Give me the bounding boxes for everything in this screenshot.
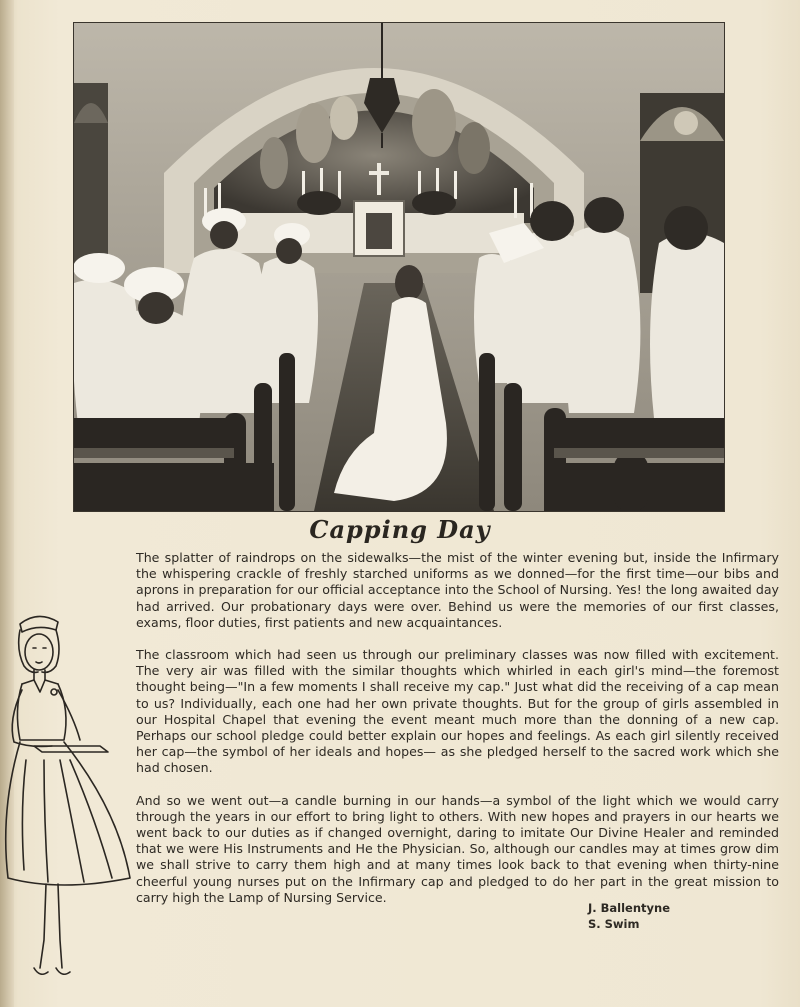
- article-paragraph-1: The splatter of raindrops on the sidewalks—the mist of the winter evening but, inside the Infirmary the whispering crackle of freshly starched uniforms as we donned—for the first time—our bibs and aprons in preparation for our official acceptance into the School of Nursing. Yes! the long awaited day had arrived. Our probationary days were over. Behind us were the memories of our first classes, exams, floor duties, first patients and new acquaintances.: [136, 550, 779, 630]
- author-name: S. Swim: [588, 917, 640, 931]
- chapel-capping-photo: [73, 22, 725, 512]
- author-name: J. Ballentyne: [588, 901, 671, 915]
- article-authors: [588, 900, 748, 932]
- article-title: Capping Day: [309, 515, 491, 544]
- nurse-sketch-illustration: [0, 600, 140, 1000]
- article-paragraph-2: The classroom which had seen us through our preliminary classes was now filled with excitement. The very air was filled with the similar thoughts which whirled in each girl's mind—the foremost thought being—"In a few moments I shall receive my cap." Just what did the receiving of a cap mean to us? Individually, each one had her own private thoughts. But for the group of girls assembled in our Hospital Chapel that evening the event meant much more than the donning of a new cap. Perhaps our school pledge could better explain our hopes and feelings. As each girl silently received her cap—the symbol of her ideals and hopes— as she pledged herself to the sacred work which she had chosen.: [136, 647, 779, 776]
- chapel-scene-illustration: [74, 23, 724, 511]
- article-paragraph-3: And so we went out—a candle burning in our hands—a symbol of the light which we would carry through the years in our effort to bring light to others. With new hopes and prayers in our hearts we went back to our duties as if changed overnight, daring to imitate Our Divine Healer and reminded that we were His Instruments and He the Physician. So, although our candles may at times grow dim we shall strive to carry them high and at many times look back to that evening when thirty-nine cheerful young nurses put on the Infirmary cap and pledged to do her part in the great mission to carry high the Lamp of Nursing Service.: [136, 792, 779, 905]
- article-body: [136, 550, 779, 922]
